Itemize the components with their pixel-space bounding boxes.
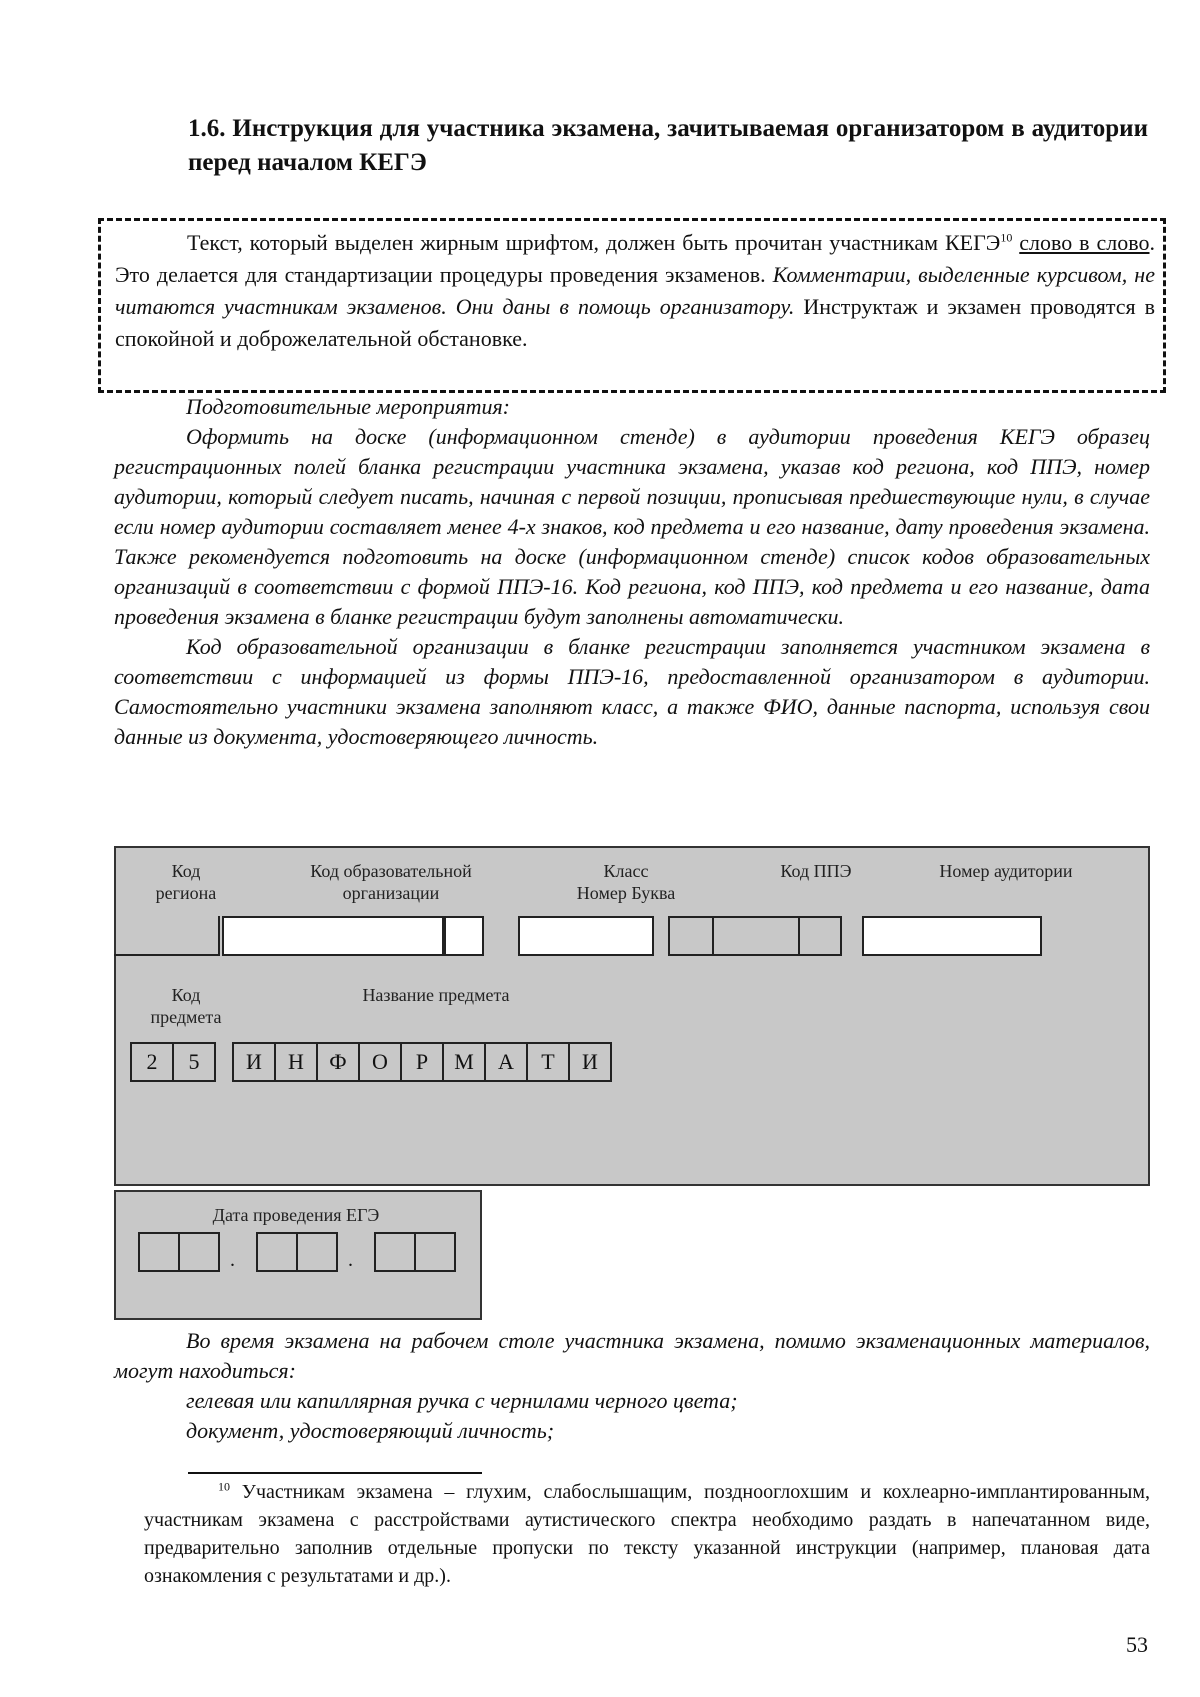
ppe-cell-2[interactable]	[712, 916, 800, 956]
page-number: 53	[1126, 1632, 1148, 1657]
exam-date-form	[114, 1190, 482, 1320]
section-heading: 1.6. Инструкция для участника экзамена, зачитываемая организатором в аудитории перед началом КЕГЭ	[188, 115, 1148, 176]
footnote-text: Участникам экзамена – глухим, слабослышащим, позднооглохшим и кохлеарно-имплантированным, участникам экзамена с расстройствами аутистического спектра необходимо раздать в напечатанном виде, предварительно заполнив отдельные пропуски по тексту указанной инструкции (например, плановая дата ознакомления с результатами и др.).	[144, 1481, 1150, 1587]
desk-items-intro: Во время экзамена на рабочем столе участника экзамена, помимо экзаменационных материалов, могут находиться:	[114, 1328, 1150, 1383]
notice-rest: . Это делается для стандартизации процедуры проведения экзаменов.	[115, 230, 1155, 287]
ppe-label: Код ППЭ	[780, 861, 852, 881]
prep-title: Подготовительные мероприятия:	[186, 394, 511, 419]
date-separator: .	[230, 1249, 235, 1271]
registration-form-sample	[114, 846, 1150, 1186]
date-separator: .	[348, 1249, 353, 1271]
footnote-rule	[188, 1472, 482, 1474]
region-code-field[interactable]	[114, 916, 220, 956]
subject-name-cell: Ф	[316, 1042, 360, 1082]
prep-paragraph-1: Оформить на доске (информационном стенде) в аудитории проведения КЕГЭ образец регистрационных полей бланка регистрации участника экзамена, указав код региона, код ППЭ, номер аудитории, который следует писать, начиная с первой позиции, прописывая предшествующие нули, в случае если номер аудитории составляет менее 4-х знаков, код предмета и его название, дату проведения экзамена. Также рекомендуется подготовить на доске (информационном стенде) список кодов образовательных организаций в соответствии с формой ППЭ-16. Код региона, код ППЭ, код предмета и его название, дата проведения экзамена в бланке регистрации будут заполнены автоматически.	[114, 424, 1150, 629]
subject-name-cell: О	[358, 1042, 402, 1082]
notice-box	[98, 218, 1166, 393]
subject-name-cell: Т	[526, 1042, 570, 1082]
region-label: Код региона	[155, 861, 217, 903]
footnote-ref[interactable]: 10	[1000, 230, 1013, 245]
notice-p1: Текст, который выделен жирным шрифтом, должен быть прочитан участникам КЕГЭ	[187, 230, 1001, 255]
class-label: Класс Номер Буква	[576, 861, 676, 903]
org-code-field[interactable]	[222, 916, 444, 956]
desk-item-pen: гелевая или капиллярная ручка с чернилами черного цвета;	[186, 1388, 738, 1413]
prep-section	[114, 392, 1150, 752]
subject-name-cell: М	[442, 1042, 486, 1082]
org-label: Код образовательной организации	[310, 861, 472, 903]
date-year-cell-2[interactable]	[414, 1232, 456, 1272]
date-day-cell-1[interactable]	[138, 1232, 180, 1272]
room-number-field[interactable]	[862, 916, 1042, 956]
notice-text	[115, 227, 1155, 355]
subject-code-label: Код предмета	[150, 985, 222, 1027]
room-label: Номер аудитории	[939, 861, 1073, 881]
subject-code-cell: 2	[130, 1042, 174, 1082]
subject-name-cell: А	[484, 1042, 528, 1082]
notice-italic: Комментарии, выделенные курсивом, не читаются участникам экзаменов. Они даны в помощь организатору.	[115, 262, 1155, 319]
class-field[interactable]	[518, 916, 654, 956]
desk-item-id: документ, удостоверяющий личность;	[186, 1418, 555, 1443]
footnote	[144, 1478, 1150, 1590]
notice-underlined: слово в слово	[1019, 230, 1150, 255]
desk-items-section	[114, 1326, 1150, 1446]
footnote-number: 10	[218, 1479, 230, 1494]
subject-name-cell: И	[232, 1042, 276, 1082]
date-label: Дата проведения ЕГЭ	[212, 1205, 380, 1225]
subject-name-cell: И	[568, 1042, 612, 1082]
ppe-cell-3[interactable]	[798, 916, 842, 956]
subject-name-label: Название предмета	[362, 985, 510, 1005]
ppe-cell-1[interactable]	[668, 916, 714, 956]
subject-code-cell: 5	[172, 1042, 216, 1082]
date-month-cell-1[interactable]	[256, 1232, 298, 1272]
subject-name-cell: Р	[400, 1042, 444, 1082]
prep-paragraph-2: Код образовательной организации в бланке регистрации заполняется участником экзамена в соответствии с информацией из формы ППЭ-16, предоставленной организатором в аудитории. Самостоятельно участники экзамена заполняют класс, а также ФИО, данные паспорта, используя свои данные из документа, удостоверяющего личность.	[114, 634, 1150, 749]
subject-name-cell: Н	[274, 1042, 318, 1082]
date-year-cell-1[interactable]	[374, 1232, 416, 1272]
date-day-cell-2[interactable]	[178, 1232, 220, 1272]
notice-end: Инструктаж и экзамен проводятся в спокойной и доброжелательной обстановке.	[115, 294, 1155, 351]
org-code-last-cell[interactable]	[444, 916, 484, 956]
date-month-cell-2[interactable]	[296, 1232, 338, 1272]
